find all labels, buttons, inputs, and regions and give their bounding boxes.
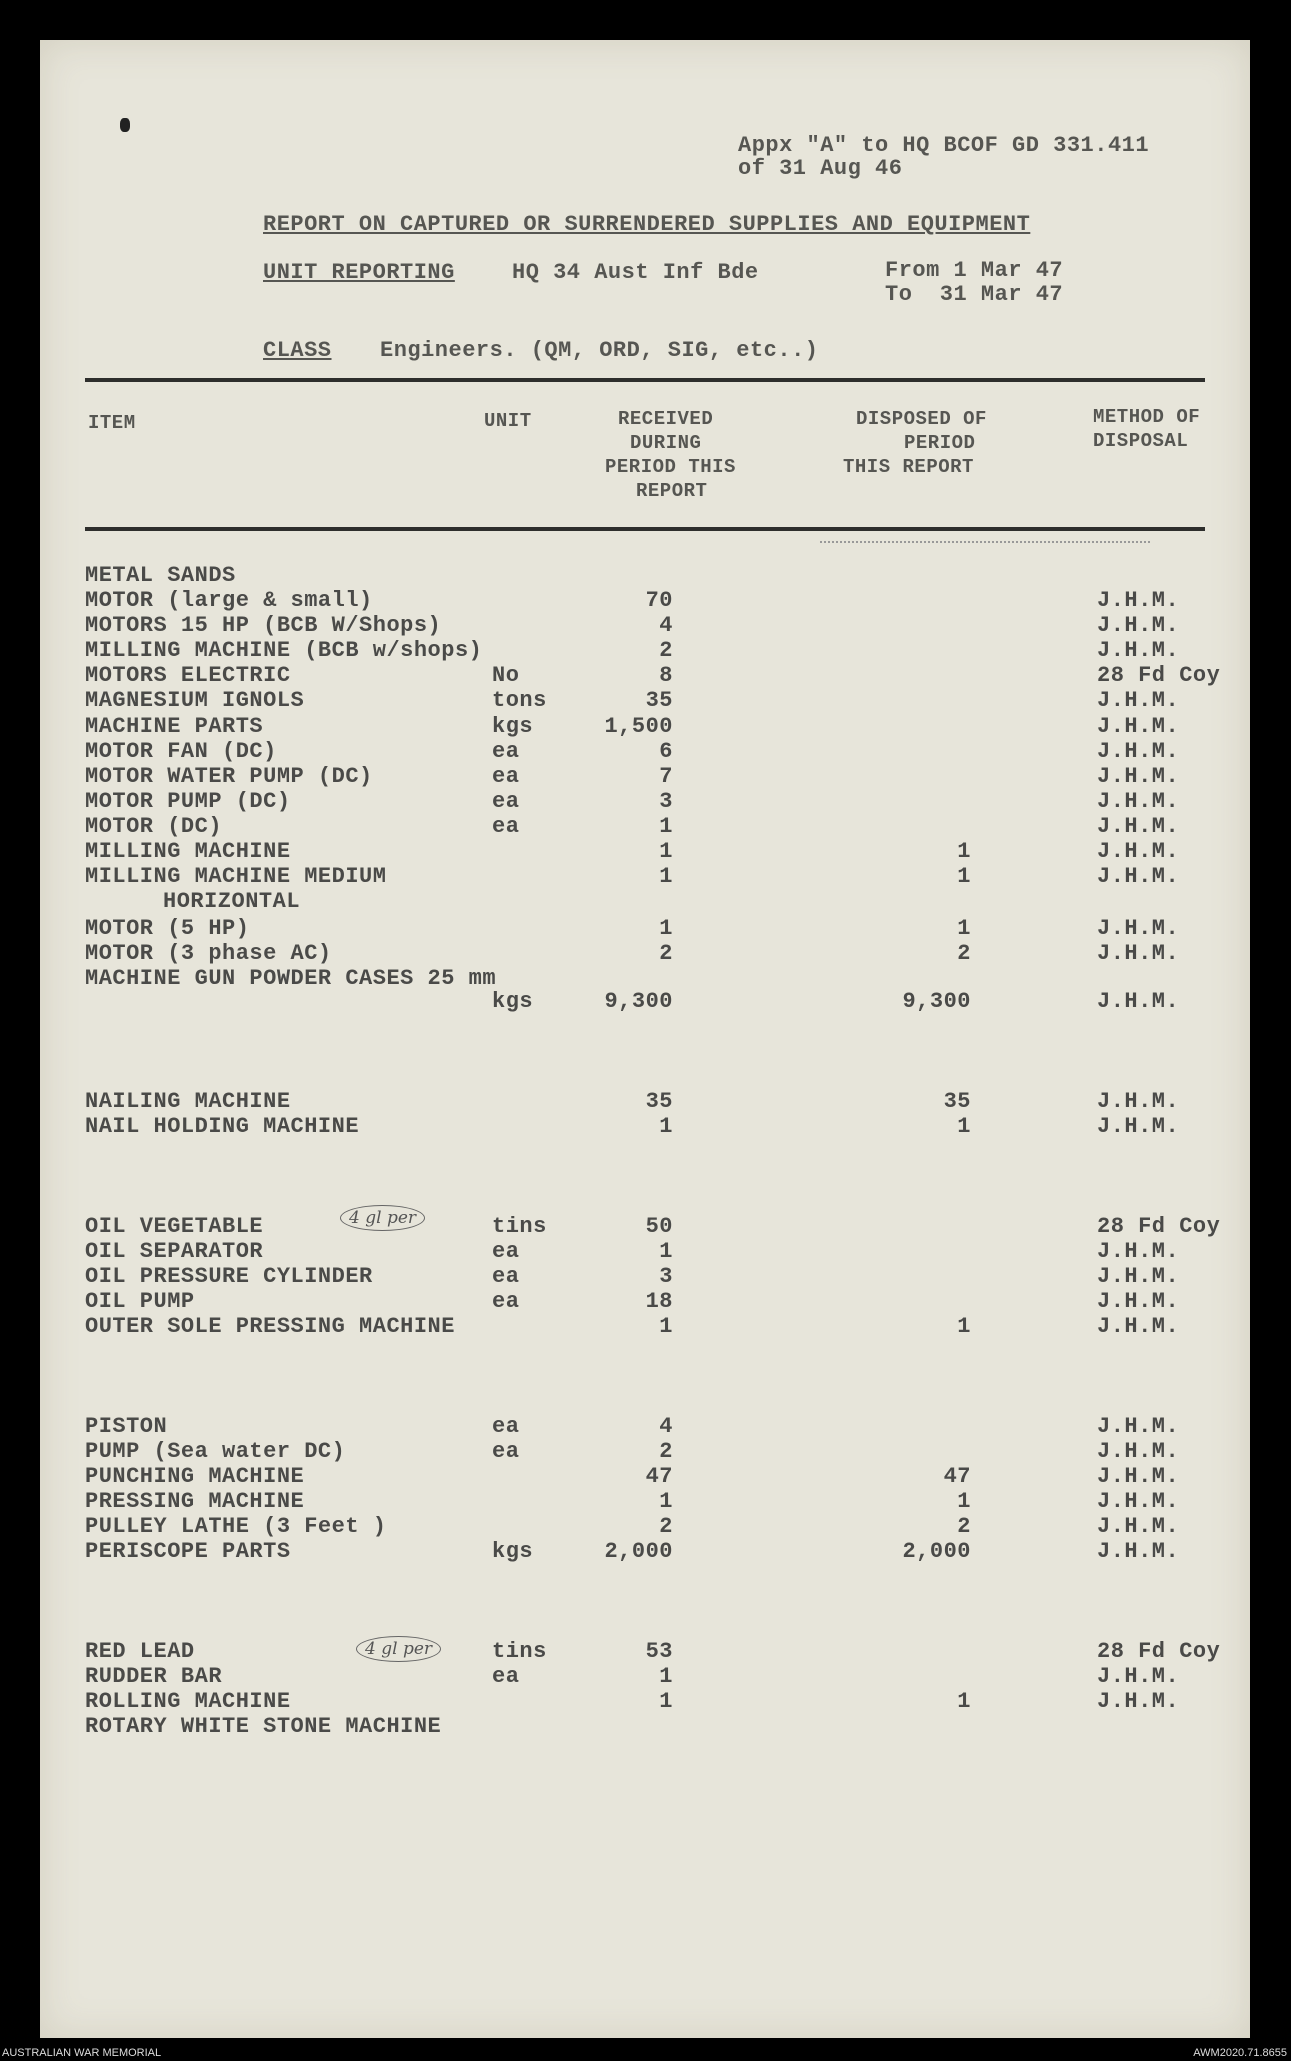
method-cell: J.H.M.	[1097, 1314, 1180, 1339]
footer-accession: AWM2020.71.8655	[1193, 2047, 1287, 2059]
disposed-cell: 1	[957, 916, 971, 941]
unit-cell: ea	[492, 814, 520, 839]
unit-cell: ea	[492, 1664, 520, 1689]
method-cell: J.H.M.	[1097, 1089, 1180, 1114]
received-cell: 4	[659, 1414, 673, 1439]
col-header-method-line: METHOD OF	[1093, 406, 1201, 428]
method-cell: J.H.M.	[1097, 1414, 1180, 1439]
method-cell: J.H.M.	[1097, 1464, 1180, 1489]
received-cell: 7	[659, 764, 673, 789]
item-cell: MOTOR PUMP (DC)	[85, 789, 291, 814]
received-cell: 35	[645, 1089, 673, 1114]
item-cell: ROLLING MACHINE	[85, 1689, 291, 1714]
item-cell: PERISCOPE PARTS	[85, 1539, 291, 1564]
handwritten-note: 4 gl per	[356, 1636, 441, 1662]
unit-cell: kgs	[492, 989, 534, 1014]
header-rule-bottom	[85, 527, 1205, 531]
method-cell: J.H.M.	[1097, 1289, 1180, 1314]
staple-hole	[120, 118, 130, 132]
received-cell: 1	[659, 1689, 673, 1714]
method-cell: J.H.M.	[1097, 789, 1180, 814]
item-cell: PRESSING MACHINE	[85, 1489, 305, 1514]
period-to: To 31 Mar 47	[885, 282, 1064, 307]
disposed-cell: 2	[957, 1514, 971, 1539]
method-cell: J.H.M.	[1097, 864, 1180, 889]
received-cell: 1	[659, 839, 673, 864]
item-cell: OIL SEPARATOR	[85, 1239, 264, 1264]
footer-source: AUSTRALIAN WAR MEMORIAL	[2, 2047, 162, 2059]
item-cell: RUDDER BAR	[85, 1664, 223, 1689]
disposed-cell: 1	[957, 1489, 971, 1514]
disposed-cell: 35	[943, 1089, 971, 1114]
item-cell: PISTON	[85, 1414, 168, 1439]
received-cell: 8	[659, 663, 673, 688]
disposed-cell: 1	[957, 1114, 971, 1139]
method-cell: J.H.M.	[1097, 1439, 1180, 1464]
item-cell: MOTOR FAN (DC)	[85, 739, 277, 764]
unit-cell: kgs	[492, 714, 534, 739]
report-title: REPORT ON CAPTURED OR SURRENDERED SUPPLIES AND EQUIPMENT	[263, 212, 1031, 237]
received-cell: 2,000	[604, 1539, 673, 1564]
col-header-received-line: PERIOD THIS	[605, 456, 736, 478]
item-cell: ROTARY WHITE STONE MACHINE	[85, 1714, 442, 1739]
unit-cell: tins	[492, 1214, 547, 1239]
received-cell: 6	[659, 739, 673, 764]
method-cell: J.H.M.	[1097, 688, 1180, 713]
item-cell: MILLING MACHINE	[85, 839, 291, 864]
received-cell: 1	[659, 1239, 673, 1264]
class-value: Engineers. (QM, ORD, SIG, etc..)	[380, 338, 819, 363]
unit-cell: ea	[492, 1289, 520, 1314]
disposed-cell: 9,300	[902, 989, 971, 1014]
method-cell: J.H.M.	[1097, 1264, 1180, 1289]
item-cell: RED LEAD	[85, 1639, 195, 1664]
appendix-reference: Appx "A" to HQ BCOF GD 331.411	[738, 133, 1150, 158]
received-cell: 35	[645, 688, 673, 713]
item-cell: PUMP (Sea water DC)	[85, 1439, 346, 1464]
method-cell: J.H.M.	[1097, 714, 1180, 739]
received-cell: 2	[659, 1514, 673, 1539]
received-cell: 47	[645, 1464, 673, 1489]
received-cell: 70	[645, 588, 673, 613]
received-cell: 3	[659, 789, 673, 814]
col-header-disposed-line: THIS REPORT	[843, 456, 974, 478]
col-header-disposed-line: PERIOD	[904, 432, 976, 454]
item-cell: PULLEY LATHE (3 Feet )	[85, 1514, 387, 1539]
method-cell: J.H.M.	[1097, 916, 1180, 941]
received-cell: 1	[659, 864, 673, 889]
item-cell: HORIZONTAL	[163, 889, 301, 914]
item-cell: OIL PRESSURE CYLINDER	[85, 1264, 373, 1289]
item-cell: MILLING MACHINE (BCB w/shops)	[85, 638, 483, 663]
item-cell: MOTOR WATER PUMP (DC)	[85, 764, 373, 789]
item-cell: MOTOR (3 phase AC)	[85, 941, 332, 966]
method-cell: 28 Fd Coy	[1097, 1214, 1221, 1239]
appendix-date: of 31 Aug 46	[738, 156, 903, 181]
item-cell: MOTORS 15 HP (BCB W/Shops)	[85, 613, 442, 638]
item-cell: MOTOR (large & small)	[85, 588, 373, 613]
unit-cell: No	[492, 663, 520, 688]
col-header-received-line: RECEIVED	[618, 408, 714, 430]
method-cell: J.H.M.	[1097, 814, 1180, 839]
method-cell: J.H.M.	[1097, 1239, 1180, 1264]
item-cell: MAGNESIUM IGNOLS	[85, 688, 305, 713]
item-cell: METAL SANDS	[85, 563, 236, 588]
disposed-cell: 1	[957, 1314, 971, 1339]
method-cell: J.H.M.	[1097, 941, 1180, 966]
received-cell: 53	[645, 1639, 673, 1664]
unit-reporting-value: HQ 34 Aust Inf Bde	[512, 260, 759, 285]
item-cell: MOTORS ELECTRIC	[85, 663, 291, 688]
method-cell: J.H.M.	[1097, 1689, 1180, 1714]
method-cell: J.H.M.	[1097, 638, 1180, 663]
method-cell: J.H.M.	[1097, 764, 1180, 789]
method-cell: J.H.M.	[1097, 839, 1180, 864]
method-cell: J.H.M.	[1097, 613, 1180, 638]
method-cell: J.H.M.	[1097, 739, 1180, 764]
unit-cell: ea	[492, 1239, 520, 1264]
col-header-unit: UNIT	[484, 410, 532, 432]
item-cell: MACHINE PARTS	[85, 714, 264, 739]
received-cell: 2	[659, 941, 673, 966]
unit-cell: tins	[492, 1639, 547, 1664]
item-cell: OIL PUMP	[85, 1289, 195, 1314]
unit-cell: ea	[492, 1414, 520, 1439]
method-cell: 28 Fd Coy	[1097, 1639, 1221, 1664]
method-cell: 28 Fd Coy	[1097, 663, 1221, 688]
received-cell: 4	[659, 613, 673, 638]
disposed-cell: 2	[957, 941, 971, 966]
received-cell: 1	[659, 1489, 673, 1514]
header-rule-top	[85, 378, 1205, 382]
unit-cell: kgs	[492, 1539, 534, 1564]
col-header-received-line: REPORT	[636, 480, 708, 502]
received-cell: 1	[659, 1114, 673, 1139]
unit-reporting-label: UNIT REPORTING	[263, 260, 455, 285]
method-cell: J.H.M.	[1097, 1114, 1180, 1139]
col-header-item: ITEM	[88, 412, 136, 434]
unit-cell: ea	[492, 739, 520, 764]
unit-cell: ea	[492, 1264, 520, 1289]
item-cell: MOTOR (5 HP)	[85, 916, 250, 941]
received-cell: 2	[659, 638, 673, 663]
method-cell: J.H.M.	[1097, 588, 1180, 613]
unit-cell: ea	[492, 764, 520, 789]
received-cell: 1	[659, 814, 673, 839]
period-from: From 1 Mar 47	[885, 258, 1064, 283]
method-cell: J.H.M.	[1097, 1489, 1180, 1514]
received-cell: 50	[645, 1214, 673, 1239]
disposed-cell: 2,000	[902, 1539, 971, 1564]
method-cell: J.H.M.	[1097, 1664, 1180, 1689]
item-cell: MILLING MACHINE MEDIUM	[85, 864, 387, 889]
col-header-received-line: DURING	[630, 432, 702, 454]
unit-cell: tons	[492, 688, 547, 713]
class-label: CLASS	[263, 338, 332, 363]
item-cell: MACHINE GUN POWDER CASES 25 mm	[85, 966, 497, 991]
item-cell: OIL VEGETABLE	[85, 1214, 264, 1239]
item-cell: OUTER SOLE PRESSING MACHINE	[85, 1314, 455, 1339]
unit-cell: ea	[492, 789, 520, 814]
received-cell: 9,300	[604, 989, 673, 1014]
received-cell: 1	[659, 1314, 673, 1339]
unit-cell: ea	[492, 1439, 520, 1464]
received-cell: 1	[659, 1664, 673, 1689]
dotted-rule	[820, 541, 1150, 543]
disposed-cell: 47	[943, 1464, 971, 1489]
received-cell: 2	[659, 1439, 673, 1464]
method-cell: J.H.M.	[1097, 989, 1180, 1014]
method-cell: J.H.M.	[1097, 1514, 1180, 1539]
item-cell: MOTOR (DC)	[85, 814, 223, 839]
received-cell: 1	[659, 916, 673, 941]
item-cell: PUNCHING MACHINE	[85, 1464, 305, 1489]
disposed-cell: 1	[957, 864, 971, 889]
col-header-method-line: DISPOSAL	[1093, 430, 1189, 452]
item-cell: NAILING MACHINE	[85, 1089, 291, 1114]
received-cell: 1,500	[604, 714, 673, 739]
method-cell: J.H.M.	[1097, 1539, 1180, 1564]
disposed-cell: 1	[957, 839, 971, 864]
disposed-cell: 1	[957, 1689, 971, 1714]
received-cell: 18	[645, 1289, 673, 1314]
received-cell: 3	[659, 1264, 673, 1289]
item-cell: NAIL HOLDING MACHINE	[85, 1114, 360, 1139]
handwritten-note: 4 gl per	[340, 1205, 425, 1231]
col-header-disposed-line: DISPOSED OF	[856, 408, 987, 430]
